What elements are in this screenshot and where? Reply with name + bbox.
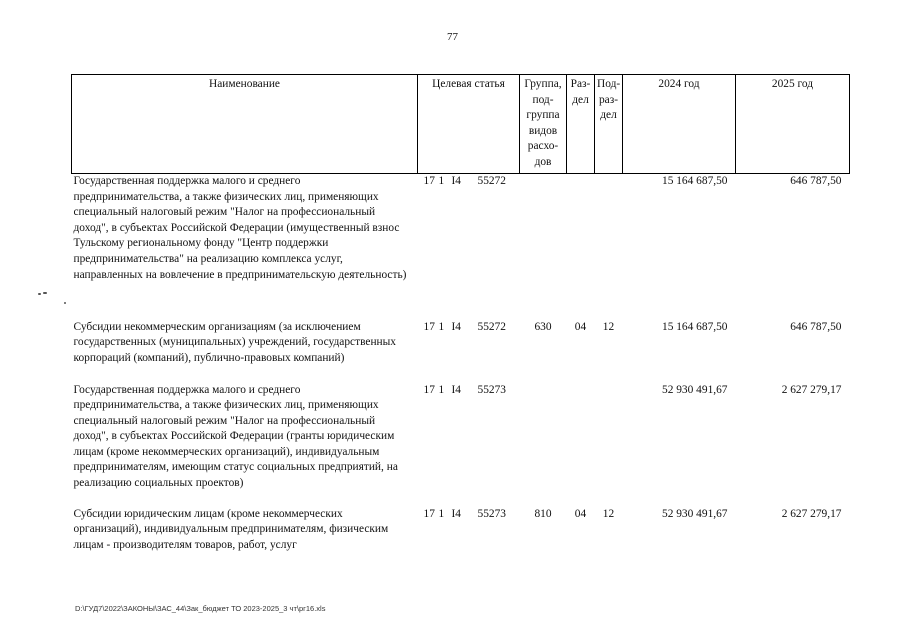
section: [567, 383, 595, 507]
header-target-article: Целевая статья: [418, 75, 520, 174]
expense-group: [520, 174, 567, 320]
code-part: 55272: [477, 175, 506, 187]
target-article-code: [418, 174, 520, 320]
code-part: 55273: [477, 507, 506, 520]
row-name: Субсидии некоммерческим организациям (за исключением государственных (муниципальных) учреждений, государственных корпораций (компаний), публично-правовых компаний): [73, 320, 396, 364]
code-part: I4: [451, 320, 461, 333]
subsection: [595, 174, 623, 320]
row-name: Государственная поддержка малого и среднего предпринимательства, а также физических лиц, применяющих специальный налоговый режим "Налог на профессиональный доход", в субъектах Российской Федерации (имущественный взнос Тульскому региональному фонду "Центр поддержки предпринимательства" на реализацию комплекса услуг, направленных на вовлечение в предпринимательскую деятельность): [73, 175, 407, 281]
row-name: Субсидии юридическим лицам (кроме некоммерческих организаций), индивидуальным предпринимателям, физическим лицам - производителям товаров, работ, услуг: [73, 507, 389, 551]
table-row: [72, 383, 850, 507]
target-article-code: [418, 507, 520, 555]
amount-2025: 646 787,50: [790, 320, 842, 333]
amount-2024: 15 164 687,50: [662, 320, 728, 333]
header-expense-group: Группа, под-группа видов расхо-дов: [520, 75, 567, 174]
page-number: 77: [447, 31, 458, 43]
table-row: [72, 320, 850, 383]
expense-group: 810: [534, 507, 552, 520]
section: [567, 174, 595, 320]
code-part: I4: [451, 175, 461, 187]
amount-2025: 2 627 279,17: [781, 383, 842, 396]
amount-2024: 15 164 687,50: [662, 175, 728, 187]
file-path-footer: D:\ГУД7\2022\ЗАКОНЫ\ЗАС_44\Зак_бюджет ТО 2023-2025_3 чт\рг16.xls: [75, 604, 326, 613]
code-part: I4: [451, 383, 461, 396]
code-part: 1: [438, 175, 445, 187]
code-part: 1: [438, 320, 445, 333]
code-part: 1: [438, 507, 445, 520]
target-article-code: [418, 320, 520, 383]
code-part: 55272: [477, 320, 506, 333]
table-row: [72, 174, 850, 320]
amount-2024: 52 930 491,67: [662, 383, 728, 396]
subsection: 12: [602, 320, 615, 333]
header-section: Раз-дел: [567, 75, 595, 174]
code-part: 55273: [477, 383, 506, 396]
code-part: 17: [423, 507, 435, 520]
scan-speck: [43, 292, 47, 294]
code-part: 17: [423, 320, 435, 333]
amount-2025: 2 627 279,17: [781, 507, 842, 520]
section: 04: [574, 507, 587, 520]
expense-group: [520, 383, 567, 507]
subsection: [595, 383, 623, 507]
header-year-2025: 2025 год: [736, 75, 850, 174]
expense-group: 630: [534, 320, 552, 333]
scan-speck: [38, 293, 41, 295]
budget-table: [71, 74, 850, 555]
subsection: 12: [602, 507, 615, 520]
row-name: Государственная поддержка малого и среднего предпринимательства, а также физических лиц, применяющих специальный налоговый режим "Налог на профессиональный доход", в субъектах Российской Федерации (гранты юридическим лицам (кроме некоммерческих организаций), индивидуальным предпринимателям, имеющим статус социальных предприятий, на реализацию социальных проектов): [73, 383, 398, 490]
amount-2024: 52 930 491,67: [662, 507, 728, 520]
header-name: Наименование: [72, 75, 418, 174]
target-article-code: [418, 383, 520, 507]
code-part: I4: [451, 507, 461, 520]
table-header-row: [72, 75, 850, 174]
code-part: 17: [423, 383, 435, 396]
scan-speck: [64, 302, 66, 304]
header-subsection: Под-раз-дел: [595, 75, 623, 174]
table-row: [72, 507, 850, 555]
code-part: 1: [438, 383, 445, 396]
amount-2025: 646 787,50: [790, 175, 842, 187]
code-part: 17: [423, 175, 435, 187]
section: 04: [574, 320, 587, 333]
header-year-2024: 2024 год: [623, 75, 736, 174]
